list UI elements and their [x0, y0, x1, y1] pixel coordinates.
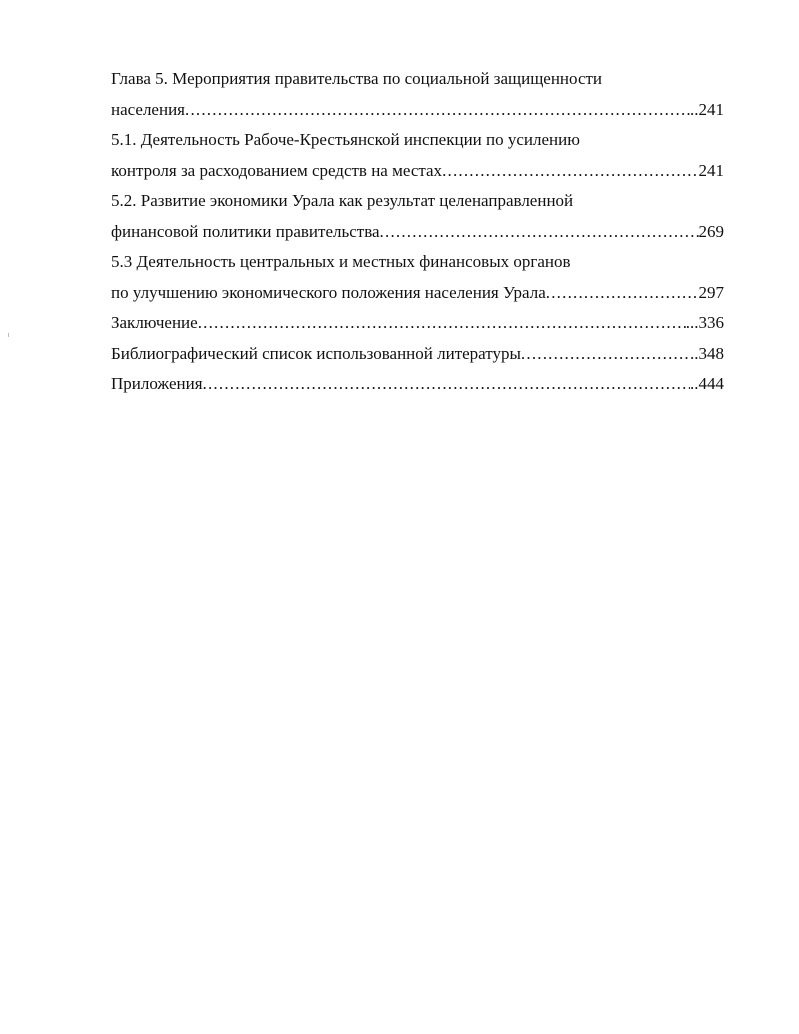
dot-leader: [380, 217, 699, 248]
toc-entry-text: контроля за расходованием средств на местах: [111, 160, 443, 180]
toc-entry-leader-line[interactable]: [111, 308, 724, 339]
toc-entry-leader-line[interactable]: [111, 278, 724, 309]
toc-entry-leader-line[interactable]: [111, 95, 724, 126]
scan-mark: [8, 333, 9, 337]
toc-entry-text: финансовой политики правительства: [111, 221, 380, 241]
dot-leader: [185, 95, 690, 126]
toc-entry-text: Библиографический список использованной литературы: [111, 343, 521, 363]
toc-entry-text: Приложения: [111, 374, 203, 393]
toc-entry-leader-line[interactable]: [111, 369, 724, 400]
table-of-contents: [111, 64, 724, 400]
toc-page-number: ..444: [690, 374, 724, 393]
toc-entry-title-line: 5.2. Развитие экономики Урала как результат целенаправленной: [111, 191, 574, 210]
toc-entry-leader-line[interactable]: [111, 156, 724, 187]
toc-entry-text: Заключение: [111, 313, 198, 332]
toc-entry-leader-line[interactable]: [111, 217, 724, 248]
dot-leader: [521, 339, 690, 370]
toc-entry-title-line: 5.1. Деятельность Рабоче-Крестьянской инспекции по усилению: [111, 130, 580, 149]
toc-page-number: ..348: [690, 343, 724, 363]
toc-entry-title-line: 5.3 Деятельность центральных и местных финансовых органов: [111, 252, 571, 271]
dot-leader: [198, 308, 686, 339]
toc-entry-title-line: Глава 5. Мероприятия правительства по социальной защищенности: [111, 69, 603, 88]
toc-entry-text: населения: [111, 99, 185, 119]
dot-leader: [546, 278, 699, 309]
toc-entry-text: по улучшению экономического положения населения Урала: [111, 282, 546, 302]
toc-page-number: ...336: [685, 313, 724, 332]
toc-page-number: 297: [698, 282, 724, 302]
toc-page-number: ..241: [690, 99, 724, 119]
toc-page-number: 269: [698, 221, 724, 241]
toc-page-number: 241: [698, 160, 724, 180]
toc-entry-leader-line[interactable]: [111, 339, 724, 370]
dot-leader: [203, 369, 690, 400]
dot-leader: [442, 156, 698, 187]
